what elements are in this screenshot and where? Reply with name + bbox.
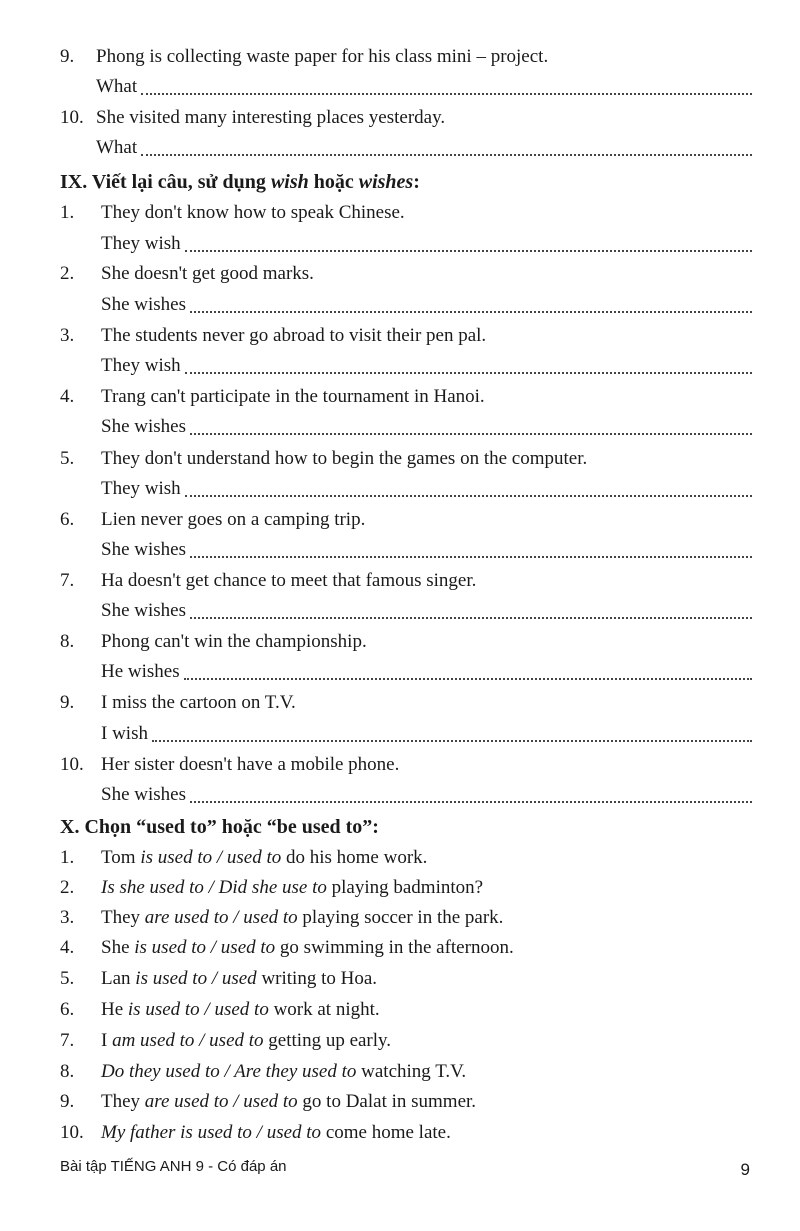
exercise-item bbox=[0, 42, 800, 72]
answer-blank[interactable] bbox=[190, 311, 752, 313]
answer-blank[interactable] bbox=[190, 433, 752, 435]
exercise-item bbox=[0, 444, 800, 474]
item-sentence: I am used to / used to getting up early. bbox=[101, 1030, 392, 1051]
item-number: 4. bbox=[60, 386, 75, 407]
answer-line bbox=[0, 596, 800, 626]
answer-prompt: She wishes bbox=[101, 539, 186, 560]
item-number: 9. bbox=[60, 46, 75, 67]
item-number: 9. bbox=[60, 1091, 75, 1112]
item-sentence: They are used to / used to go to Dalat in summer. bbox=[101, 1091, 477, 1112]
answer-line bbox=[0, 133, 800, 163]
choice-options[interactable]: is used to / used bbox=[135, 968, 257, 989]
choice-item bbox=[0, 1118, 800, 1148]
answer-line bbox=[0, 290, 800, 320]
choice-options[interactable]: Do they used to / Are they used to bbox=[101, 1061, 357, 1082]
answer-prompt: She wishes bbox=[101, 294, 186, 315]
item-sentence: Phong is collecting waste paper for his class mini – project. bbox=[96, 46, 549, 67]
answer-prompt: They wish bbox=[101, 355, 181, 376]
answer-prompt: What bbox=[96, 137, 138, 158]
item-sentence: Do they used to / Are they used to watching T.V. bbox=[101, 1061, 467, 1082]
item-number: 1. bbox=[60, 847, 75, 868]
choice-item bbox=[0, 843, 800, 873]
item-sentence: I miss the cartoon on T.V. bbox=[101, 692, 296, 713]
choice-item bbox=[0, 1057, 800, 1087]
exercise-item bbox=[0, 627, 800, 657]
item-number: 8. bbox=[60, 631, 75, 652]
answer-prompt: They wish bbox=[101, 478, 181, 499]
item-sentence: She is used to / used to go swimming in the afternoon. bbox=[101, 937, 514, 958]
exercise-item bbox=[0, 382, 800, 412]
answer-blank[interactable] bbox=[185, 495, 752, 497]
answer-blank[interactable] bbox=[185, 372, 752, 374]
item-sentence: Her sister doesn't have a mobile phone. bbox=[101, 754, 400, 775]
choice-item bbox=[0, 903, 800, 933]
item-sentence: She doesn't get good marks. bbox=[101, 263, 314, 284]
item-sentence: Lan is used to / used writing to Hoa. bbox=[101, 968, 378, 989]
answer-line bbox=[0, 719, 800, 749]
exercise-item bbox=[0, 198, 800, 228]
choice-item bbox=[0, 873, 800, 903]
choice-options[interactable]: are used to / used to bbox=[144, 1091, 298, 1112]
section-x-heading: X. Chọn “used to” hoặc “be used to”: bbox=[60, 816, 379, 838]
answer-prompt: I wish bbox=[101, 723, 148, 744]
item-sentence: He is used to / used to work at night. bbox=[101, 999, 380, 1020]
item-number: 3. bbox=[60, 907, 75, 928]
item-sentence: The students never go abroad to visit their pen pal. bbox=[101, 325, 487, 346]
item-sentence: My father is used to / used to come home late. bbox=[101, 1122, 451, 1143]
exercise-item bbox=[0, 566, 800, 596]
item-number: 5. bbox=[60, 448, 75, 469]
page-number: 9 bbox=[740, 1160, 750, 1179]
choice-item bbox=[0, 1087, 800, 1117]
item-number: 4. bbox=[60, 937, 75, 958]
answer-prompt: He wishes bbox=[101, 661, 180, 682]
item-number: 10. bbox=[60, 1122, 84, 1143]
item-sentence: Tom is used to / used to do his home work. bbox=[101, 847, 428, 868]
item-sentence: Ha doesn't get chance to meet that famous singer. bbox=[101, 570, 477, 591]
item-sentence: They are used to / used to playing soccer in the park. bbox=[101, 907, 504, 928]
choice-options[interactable]: My father is used to / used to bbox=[101, 1122, 322, 1143]
exercise-item bbox=[0, 259, 800, 289]
choice-options[interactable]: is used to / used to bbox=[127, 999, 269, 1020]
exercise-item bbox=[0, 321, 800, 351]
choice-item bbox=[0, 995, 800, 1025]
item-number: 7. bbox=[60, 570, 75, 591]
answer-line bbox=[0, 351, 800, 381]
item-sentence: Phong can't win the championship. bbox=[101, 631, 367, 652]
item-number: 1. bbox=[60, 202, 75, 223]
choice-options[interactable]: is used to / used to bbox=[140, 847, 282, 868]
answer-blank[interactable] bbox=[190, 617, 752, 619]
answer-line bbox=[0, 72, 800, 102]
exercise-item bbox=[0, 688, 800, 718]
item-number: 10. bbox=[60, 754, 84, 775]
item-number: 7. bbox=[60, 1030, 75, 1051]
section-ix-heading: IX. Viết lại câu, sử dụng wish hoặc wishes: bbox=[60, 171, 420, 193]
answer-line bbox=[0, 657, 800, 687]
exercise-item bbox=[0, 750, 800, 780]
book-title-footer: Bài tập TIẾNG ANH 9 - Có đáp án bbox=[60, 1158, 287, 1175]
answer-prompt: She wishes bbox=[101, 600, 186, 621]
choice-options[interactable]: am used to / used to bbox=[112, 1030, 264, 1051]
answer-blank[interactable] bbox=[184, 678, 752, 680]
item-sentence: They don't know how to speak Chinese. bbox=[101, 202, 405, 223]
item-number: 3. bbox=[60, 325, 75, 346]
answer-line bbox=[0, 474, 800, 504]
answer-blank[interactable] bbox=[190, 556, 752, 558]
answer-blank[interactable] bbox=[190, 801, 752, 803]
item-number: 10. bbox=[60, 107, 84, 128]
answer-line bbox=[0, 535, 800, 565]
answer-blank[interactable] bbox=[152, 740, 752, 742]
answer-line bbox=[0, 229, 800, 259]
answer-line bbox=[0, 412, 800, 442]
item-number: 5. bbox=[60, 968, 75, 989]
item-number: 2. bbox=[60, 877, 75, 898]
choice-options[interactable]: Is she used to / Did she use to bbox=[101, 877, 327, 898]
item-number: 6. bbox=[60, 999, 75, 1020]
answer-blank[interactable] bbox=[141, 154, 752, 156]
exercise-item bbox=[0, 103, 800, 133]
choice-item bbox=[0, 933, 800, 963]
exercise-item bbox=[0, 505, 800, 535]
item-sentence: Lien never goes on a camping trip. bbox=[101, 509, 366, 530]
answer-prompt: She wishes bbox=[101, 784, 186, 805]
answer-line bbox=[0, 780, 800, 810]
choice-options[interactable]: is used to / used to bbox=[134, 937, 276, 958]
item-number: 2. bbox=[60, 263, 75, 284]
item-sentence: They don't understand how to begin the games on the computer. bbox=[101, 448, 588, 469]
answer-prompt: What bbox=[96, 76, 138, 97]
answer-blank[interactable] bbox=[141, 93, 752, 95]
choice-item bbox=[0, 1026, 800, 1056]
item-number: 9. bbox=[60, 692, 75, 713]
item-sentence: Trang can't participate in the tournament in Hanoi. bbox=[101, 386, 485, 407]
item-sentence: Is she used to / Did she use to playing badminton? bbox=[101, 877, 484, 898]
item-sentence: She visited many interesting places yesterday. bbox=[96, 107, 446, 128]
item-number: 8. bbox=[60, 1061, 75, 1082]
answer-blank[interactable] bbox=[185, 250, 752, 252]
item-number: 6. bbox=[60, 509, 75, 530]
choice-item bbox=[0, 964, 800, 994]
answer-prompt: They wish bbox=[101, 233, 181, 254]
choice-options[interactable]: are used to / used to bbox=[144, 907, 298, 928]
answer-prompt: She wishes bbox=[101, 416, 186, 437]
